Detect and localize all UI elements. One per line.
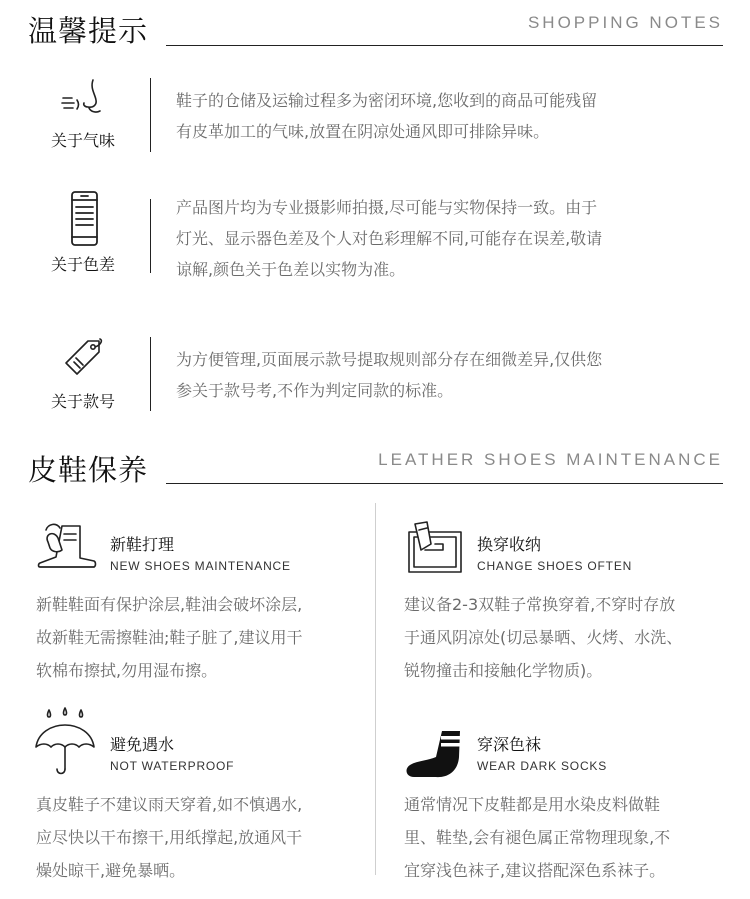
note-label-smell: 关于气味 bbox=[50, 131, 115, 150]
card-text-change-shoes: 建议备2-3双鞋子常换穿着,不穿时存放 于通风阴凉处(切忌暴晒、火烤、水洗、 锐物撞击和接触化学物质)。 bbox=[404, 595, 683, 680]
card-title-new-shoes: 新鞋打理 bbox=[110, 535, 175, 554]
note-divider bbox=[150, 78, 151, 152]
card-text-dark-socks: 通常情况下皮鞋都是用水染皮料做鞋 里、鞋垫,会有褪色属正常物理现象,不 宜穿浅色袜子,建议搭配深色系袜子。 bbox=[404, 795, 671, 880]
card-subtitle-not-waterproof: NOT WATERPROOF bbox=[110, 759, 235, 773]
nose-icon bbox=[60, 78, 106, 124]
card-title-dark-socks: 穿深色袜 bbox=[477, 735, 542, 754]
note-text-color: 产品图片均为专业摄影师拍摄,尽可能与实物保持一致。由于 灯光、显示器色差及个人对色彩理解不同,可能存在误差,敬请 谅解,颜色关于色差以实物为准。 bbox=[176, 198, 603, 279]
card-title-change-shoes: 换穿收纳 bbox=[477, 535, 542, 554]
maintenance-section-rule bbox=[166, 483, 723, 484]
storage-box-icon bbox=[405, 520, 465, 578]
card-text-not-waterproof: 真皮鞋子不建议雨天穿着,如不慎遇水, 应尽快以干布擦干,用纸撑起,放通风干 燥处晾干,避免暴晒。 bbox=[36, 795, 303, 880]
phone-icon bbox=[70, 190, 100, 252]
notes-section-title: 温馨提示 bbox=[28, 14, 149, 48]
note-text-smell: 鞋子的仓储及运输过程多为密闭环境,您收到的商品可能残留 有皮革加工的气味,放置在阴凉处通风即可排除异味。 bbox=[176, 91, 598, 141]
card-text-new-shoes: 新鞋鞋面有保护涂层,鞋油会破坏涂层, 故新鞋无需擦鞋油;鞋子脏了,建议用干 软棉布擦拭,勿用湿布擦。 bbox=[36, 595, 303, 680]
note-divider bbox=[150, 199, 151, 273]
card-subtitle-dark-socks: WEAR DARK SOCKS bbox=[477, 759, 608, 773]
maintenance-section-title: 皮鞋保养 bbox=[28, 453, 149, 487]
note-text-style-number: 为方便管理,页面展示款号提取规则部分存在细微差异,仅供您 参关于款号考,不作为判定同款的标准。 bbox=[176, 350, 603, 400]
card-title-not-waterproof: 避免遇水 bbox=[110, 735, 175, 754]
note-divider bbox=[150, 337, 151, 411]
umbrella-rain-icon bbox=[33, 707, 97, 783]
shoe-cleaning-icon bbox=[36, 520, 98, 576]
price-tag-icon bbox=[60, 338, 104, 382]
notes-section-rule bbox=[166, 45, 723, 46]
notes-section-subtitle: SHOPPING NOTES bbox=[527, 13, 723, 32]
note-label-color: 关于色差 bbox=[50, 255, 115, 274]
card-subtitle-new-shoes: NEW SHOES MAINTENANCE bbox=[110, 559, 291, 573]
sock-icon bbox=[402, 727, 464, 785]
card-subtitle-change-shoes: CHANGE SHOES OFTEN bbox=[477, 559, 633, 573]
column-divider bbox=[375, 503, 376, 875]
note-label-style-number: 关于款号 bbox=[50, 392, 115, 411]
maintenance-section-subtitle: LEATHER SHOES MAINTENANCE bbox=[378, 450, 723, 469]
